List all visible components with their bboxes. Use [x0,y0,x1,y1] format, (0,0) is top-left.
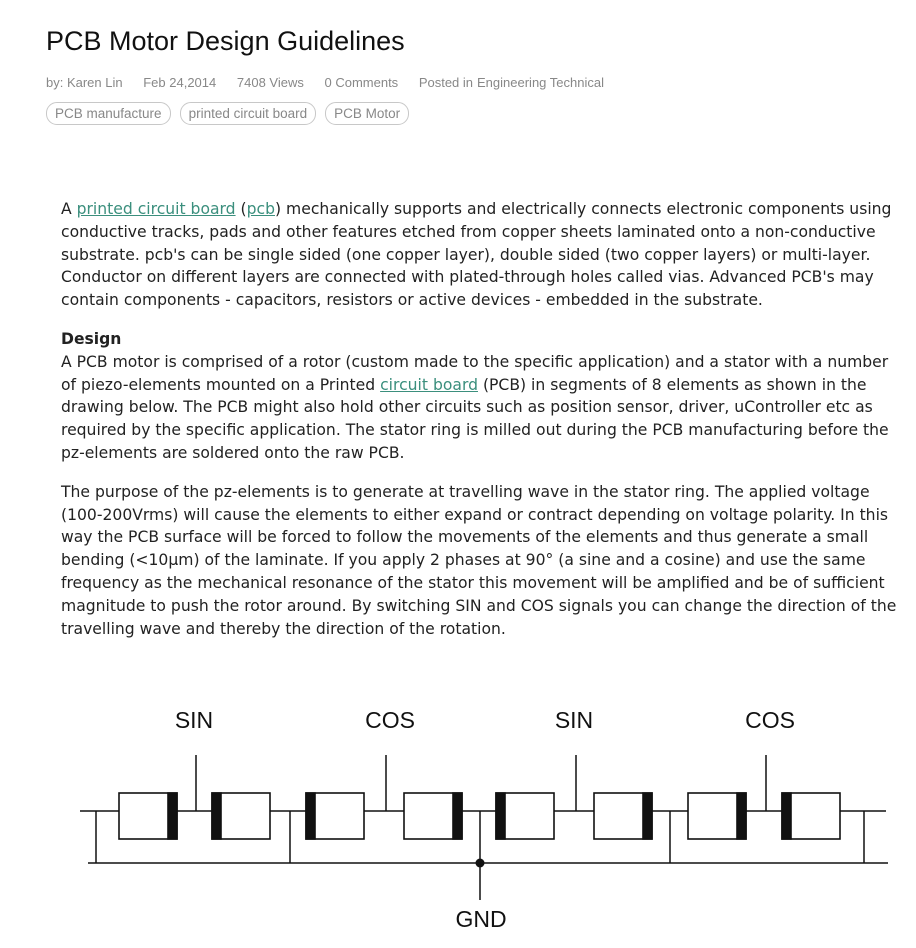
gnd-label: GND [455,906,507,932]
circuit-board-link[interactable]: circuit board [380,375,478,394]
travelling-wave-paragraph: The purpose of the pz-elements is to generate at travelling wave in the stator ring. The applied voltage (100-200Vrms) will cause the elements to either expand or contract depending on voltage polarity. In this way the PCB surface will be forced to follow the movements of the elements and thus generate a small bending (<10µm) of the laminate. If you apply 2 phases at 90° (a sine and a cosine) and use the same frequency as the mechanical resonance of the stator this movement will be amplified and be of sufficient magnitude to push the rotor around. By switching SIN and COS signals you can change the direction of the travelling wave and thereby the direction of the rotation. [61,482,897,638]
cos-label-1: COS [365,707,415,733]
intro-text-2: ( [235,200,247,218]
article-body [61,198,901,656]
piezo-polarity-mark-4 [453,793,462,839]
tag-printed-circuit-board[interactable]: printed circuit board [180,102,317,125]
sin-label-1: SIN [174,707,214,733]
piezo-polarity-mark-5 [496,793,505,839]
posted-in-prefix: Posted in [418,75,474,90]
design-paragraph [61,328,901,465]
design-heading: Design [61,329,122,348]
piezo-polarity-mark-7 [737,793,746,839]
post-date: Feb 24,2014 [143,75,217,90]
piezo-polarity-mark-8 [782,793,791,839]
piezo-polarity-mark-6 [643,793,652,839]
author: by: Karen Lin [46,75,123,90]
piezo-polarity-mark-2 [212,793,221,839]
sin-label-2: SIN [554,707,594,733]
comment-count[interactable]: 0 Comments [324,75,399,90]
design-text-1: A PCB motor is comprised of a rotor (custom made to the specific application) and a stator with a number of piezo-elements mounted on a Printed [61,352,889,394]
cos-label-2: COS [745,707,795,733]
pcb-link[interactable]: pcb [246,200,275,218]
intro-paragraph [61,198,901,312]
printed-circuit-board-link[interactable]: printed circuit board [76,200,236,218]
piezo-polarity-mark-1 [168,793,177,839]
piezo-polarity-mark-3 [306,793,315,839]
category-link[interactable]: Engineering Technical [477,75,604,90]
design-text-2: (PCB) in segments of 8 elements as shown in the drawing below. The PCB might also hold other circuits such as position sensor, driver, uController etc as required by the specific application. The stator ring is milled out during the PCB manufacturing before the pz-elements are soldered onto the raw PCB. [61,375,889,462]
intro-text-3: ) mechanically supports and electrically connects electronic components using conductive tracks, pads and other features etched from copper sheets laminated onto a non-conductive substrate. pcb's can be single sided (one copper layer), double sided (two copper layers) or multi-layer. Conductor on different layers are connected with plated-through holes called vias. Advanced PCB's may contain components - capacitors, resistors or active devices - embedded in the substrate. [61,200,892,310]
page-title: PCB Motor Design Guidelines [46,26,405,56]
tag-pcb-manufacture[interactable]: PCB manufacture [46,102,171,125]
intro-text-1: A [61,200,77,218]
article-meta [46,75,621,90]
tag-list [46,102,409,125]
posted-in [419,75,604,90]
ground-junction-dot [476,859,485,868]
tag-pcb-motor[interactable]: PCB Motor [325,102,409,125]
piezo-element-diagram [0,690,916,948]
view-count: 7408 Views [236,75,304,90]
